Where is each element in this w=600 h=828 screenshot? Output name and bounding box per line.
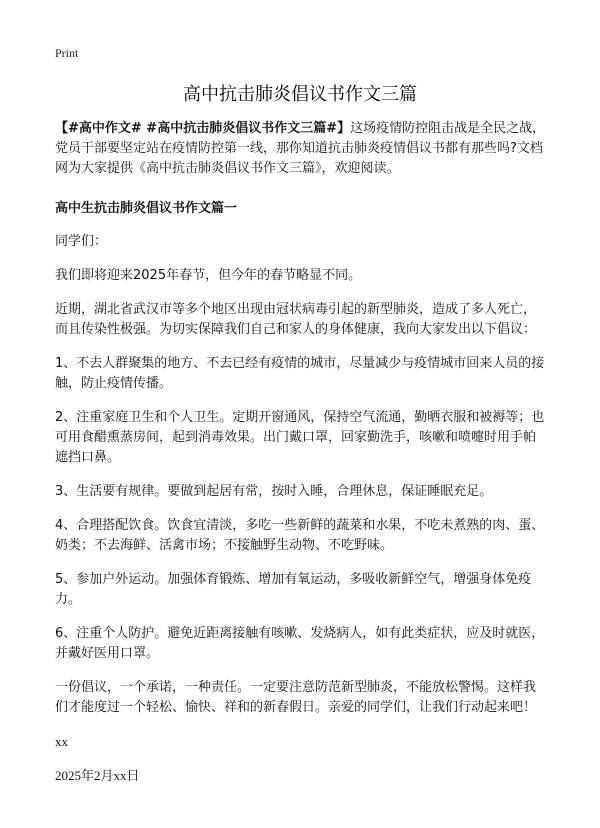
print-link[interactable]: Print: [55, 46, 79, 60]
proposal-item-3: 3、生活要有规律。要做到起居有常，按时入睡，合理休息，保证睡眠充足。: [55, 484, 493, 499]
proposal-item-6: 6、注重个人防护。避免近距离接触有咳嗽、发烧病人，如有此类症状，应及时就医，并戴好医用口罩。: [55, 626, 545, 661]
paragraph-opening: 我们即将迎来2025年春节，但今年的春节略显不同。: [55, 268, 362, 283]
proposal-item-4: 4、合理搭配饮食。饮食宜清淡，多吃一些新鲜的蔬菜和水果，不吃未煮熟的肉、蛋、奶类；不去海鲜、活禽市场；不接触野生动物、不吃野味。: [55, 518, 545, 553]
proposal-item-2: 2、注重家庭卫生和个人卫生。定期开窗通风，保持空气流通，勤晒衣服和被褥等；也可用食醋熏蒸房间，起到消毒效果。出门戴口罩，回家勤洗手，咳嗽和喷嚏时用手帕遮挡口鼻。: [55, 410, 545, 465]
intro-tags: 【#高中作文# #高中抗击肺炎倡议书作文三篇#】: [55, 121, 351, 136]
page-title: 高中抗击肺炎倡议书作文三篇: [183, 84, 417, 105]
proposal-item-5: 5、参加户外运动。加强体育锻炼、增加有氧运动，多吸收新鲜空气，增强身体免疫力。: [55, 572, 532, 607]
intro-paragraph: [55, 119, 547, 179]
paragraph-closing: 一份倡议，一个承诺，一种责任。一定要注意防范新型肺炎，不能放松警惕。这样我们才能度过一个轻松、愉快、祥和的新春假日。亲爱的同学们，让我们行动起来吧！: [55, 680, 537, 715]
proposal-item-1: 1、不去人群聚集的地方、不去已经有疫情的城市，尽量减少与疫情城市回来人员的接触，防止疫情传播。: [55, 356, 545, 391]
article-body: [55, 119, 547, 786]
intro-text: 这场疫情防控阻击战是全民之战，党员干部要坚定站在疫情防控第一线，那你知道抗击肺炎疫情倡议书都有那些吗?文档网为大家提供《高中抗击肺炎倡议书作文三篇》，欢迎阅读。: [55, 121, 546, 176]
section-heading: 高中生抗击肺炎倡议书作文篇一: [55, 201, 238, 216]
salutation: 同学们：: [55, 234, 108, 249]
paragraph-background: 近期，湖北省武汉市等多个地区出现由冠状病毒引起的新型肺炎，造成了多人死亡，而且传染性极强。为切实保障我们自己和家人的身体健康，我向大家发出以下倡议：: [55, 302, 537, 337]
date: 2025年2月xx日: [55, 768, 140, 783]
signature: xx: [55, 734, 68, 749]
